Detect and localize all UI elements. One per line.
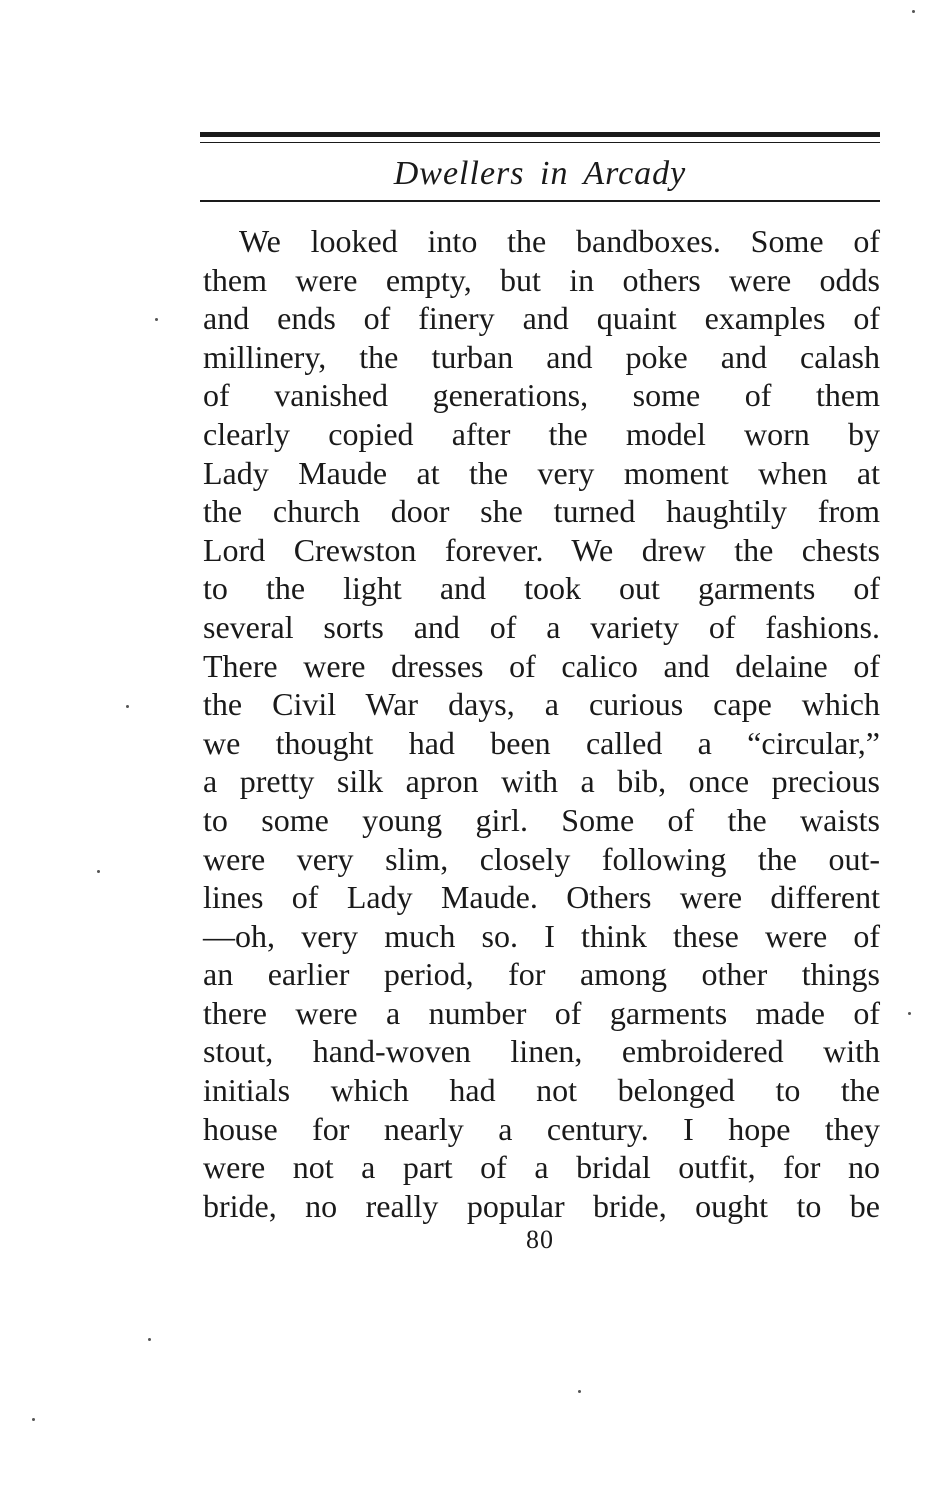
scan-speck <box>578 1390 581 1393</box>
text-line: them were empty, but in others were odds <box>203 261 880 298</box>
page-number: 80 <box>526 1225 554 1254</box>
text-line: were very slim, closely following the out- <box>203 840 880 877</box>
text-line: millinery, the turban and poke and calash <box>203 338 880 375</box>
text-line: bride, no really popular bride, ought to be <box>203 1187 880 1224</box>
text-line: Lord Crewston forever. We drew the chests <box>203 531 880 568</box>
text-line: to some young girl. Some of the waists <box>203 801 880 838</box>
header-rule-thick <box>200 132 880 137</box>
text-line: clearly copied after the model worn by <box>203 415 880 452</box>
header-rule-thin <box>200 142 880 143</box>
text-line: There were dresses of calico and delaine of <box>203 647 880 684</box>
text-line: We looked into the bandboxes. Some of <box>239 223 880 259</box>
text-line: initials which had not belonged to the <box>203 1072 880 1109</box>
scan-speck <box>126 705 129 708</box>
text-line: lines of Lady Maude. Others were different <box>203 879 880 916</box>
text-line: to the light and took out garments of <box>203 570 880 607</box>
text-line: an earlier period, for among other things <box>203 956 880 993</box>
scan-speck <box>97 870 100 873</box>
scan-speck <box>148 1338 151 1341</box>
text-line: the church door she turned haughtily from <box>203 493 880 530</box>
text-line: of vanished generations, some of them <box>203 377 880 414</box>
scan-speck <box>908 1012 911 1015</box>
running-head: Dwellers in Arcady <box>393 155 687 192</box>
text-line: and ends of finery and quaint examples of <box>203 300 880 337</box>
text-line: we thought had been called a “circular,” <box>203 724 880 761</box>
scan-speck <box>155 318 158 321</box>
body-text <box>203 222 880 1225</box>
text-line: house for nearly a century. I hope they <box>203 1110 880 1147</box>
header-rule-bottom <box>200 200 880 202</box>
text-line: the Civil War days, a curious cape which <box>203 686 880 723</box>
text-line: a pretty silk apron with a bib, once precious <box>203 763 880 800</box>
text-line: several sorts and of a variety of fashions. <box>203 608 880 645</box>
text-line: Lady Maude at the very moment when at <box>203 454 880 491</box>
text-line: stout, hand-woven linen, embroidered with <box>203 1033 880 1070</box>
scan-speck <box>912 10 915 13</box>
text-line: —oh, very much so. I think these were of <box>203 917 880 954</box>
text-line: there were a number of garments made of <box>203 994 880 1031</box>
scan-speck <box>32 1418 35 1421</box>
text-line: were not a part of a bridal outfit, for no <box>203 1149 880 1186</box>
